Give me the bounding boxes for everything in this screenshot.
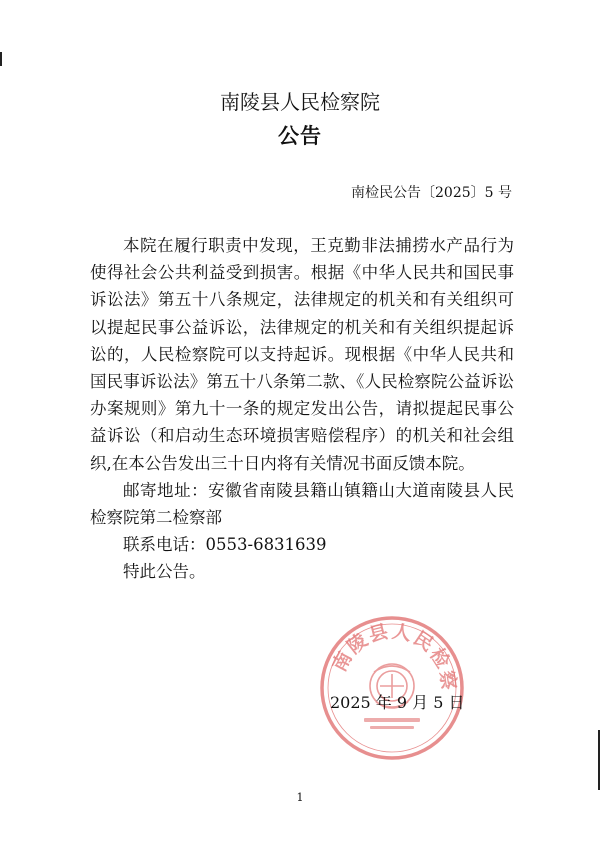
svg-text:民: 民 <box>409 627 438 657</box>
scan-edge-left <box>0 52 2 66</box>
svg-text:检: 检 <box>425 644 454 673</box>
contact-phone-label: 联系电话： <box>123 535 206 555</box>
issue-date: 2025 年 9 月 5 日 <box>330 693 465 712</box>
svg-text:察: 察 <box>435 669 460 692</box>
svg-text:县: 县 <box>366 620 391 647</box>
mailing-address <box>90 477 514 531</box>
mailing-address-label: 邮寄地址： <box>123 480 209 500</box>
svg-text:人: 人 <box>390 620 413 646</box>
contact-phone-value: 0553-6831639 <box>205 535 327 555</box>
official-seal-icon <box>318 614 466 762</box>
document-body <box>90 232 514 586</box>
page-number: 1 <box>296 791 304 804</box>
organization-title: 南陵县人民检察院 <box>220 90 380 114</box>
main-paragraph: 本院在履行职责中发现，王克勤非法捕捞水产品行为使得社会公共利益受到损害。根据《中华人民共和国民事诉讼法》第五十八条规定，法律规定的机关和有关组织可以提起民事公益诉讼，法律规定的机关和有关组织提起诉讼的，人民检察院可以支持起诉。现根据《中华人民共和国民事诉讼法》第五十八条第二款、《人民检察院公益诉讼办案规则》第九十一条的规定发出公告，请拟提起民事公益诉讼（和启动生态环境损害赔偿程序）的机关和社会组织,在本公告发出三十日内将有关情况书面反馈本院。 <box>90 236 514 473</box>
closing-line: 特此公告。 <box>123 562 206 582</box>
document-number: 南检民公告〔2025〕5 号 <box>351 185 512 201</box>
contact-phone <box>90 531 514 558</box>
mailing-address-value: 安徽省南陵县籍山镇籍山大道南陵县人民检察院第二检察部 <box>90 480 515 528</box>
svg-text:陵: 陵 <box>343 629 372 659</box>
document-title: 公告 <box>278 123 322 148</box>
svg-text:南: 南 <box>328 648 357 676</box>
